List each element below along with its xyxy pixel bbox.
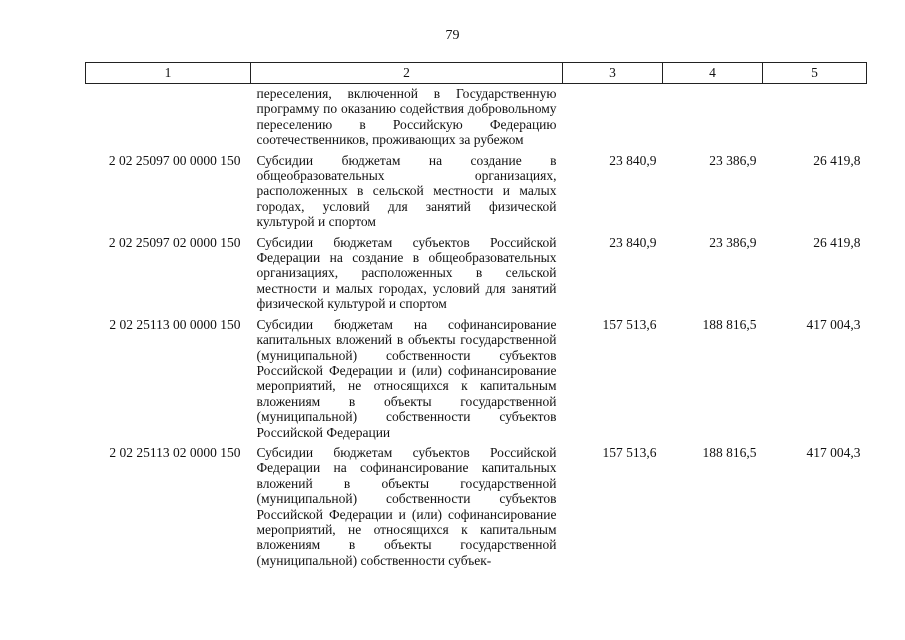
row-value-col3: 157 513,6 bbox=[602, 444, 657, 460]
header-col-2: 2 bbox=[251, 63, 563, 84]
table-row bbox=[86, 317, 867, 445]
row-code: 2 02 25097 00 0000 150 bbox=[108, 152, 241, 168]
table-header bbox=[86, 63, 867, 84]
row-code: 2 02 25113 00 0000 150 bbox=[109, 316, 241, 332]
row-description: Субсидии бюджетам на софинансирование капитальных вложений в объекты государственной (муниципальной) собственности субъектов Российской Федерации и (или) софинансирование мероприятий, не относящихся к капитальным вложениям в объекты государственной (муниципальной) собственности субъектов Российской Федерации bbox=[256, 316, 557, 440]
row-value-col3: 23 840,9 bbox=[609, 234, 657, 250]
table-row-continuation bbox=[86, 84, 867, 153]
row-value-col5: 26 419,8 bbox=[813, 152, 861, 168]
row-code: 2 02 25113 02 0000 150 bbox=[109, 444, 241, 460]
budget-table bbox=[85, 62, 867, 573]
header-col-5: 5 bbox=[763, 63, 867, 84]
row-value-col3: 23 840,9 bbox=[609, 152, 657, 168]
row-value-col4: 188 816,5 bbox=[702, 316, 757, 332]
row-value-col4: 188 816,5 bbox=[702, 444, 757, 460]
table-row bbox=[86, 235, 867, 317]
row-value-col5: 417 004,3 bbox=[806, 444, 861, 460]
row-value-col5: 417 004,3 bbox=[806, 316, 861, 332]
continuation-text: переселения, включенной в Государственную программу по оказанию содействия добровольному переселению в Российскую Федерацию соотечественников, проживающих за рубежом bbox=[256, 86, 557, 148]
row-value-col3: 157 513,6 bbox=[602, 316, 657, 332]
row-description: Субсидии бюджетам субъектов Российской Федерации на софинансирование капитальных вложений в объекты государственной (муниципальной) собственности субъектов Российской Федерации и (или) софинансирование мероприятий, не относящихся к капитальным вложениям в объекты государственной (муниципальной) собственности субъек- bbox=[256, 444, 557, 568]
header-col-4: 4 bbox=[663, 63, 763, 84]
row-description: Субсидии бюджетам субъектов Российской Федерации на создание в общеобразовательных организациях, расположенных в сельской местности и малых городах, условий для занятий физической культурой и спортом bbox=[256, 234, 557, 312]
table-row bbox=[86, 153, 867, 235]
row-description: Субсидии бюджетам на создание в общеобразовательных организациях, расположенных в сельской местности и малых городах, условий для занятий физической культурой и спортом bbox=[256, 152, 557, 230]
row-code: 2 02 25097 02 0000 150 bbox=[108, 234, 241, 250]
row-value-col5: 26 419,8 bbox=[813, 234, 861, 250]
page-number: 79 bbox=[445, 28, 460, 43]
row-value-col4: 23 386,9 bbox=[709, 234, 757, 250]
header-col-1: 1 bbox=[86, 63, 251, 84]
table-row bbox=[86, 445, 867, 573]
row-value-col4: 23 386,9 bbox=[709, 152, 757, 168]
header-col-3: 3 bbox=[563, 63, 663, 84]
